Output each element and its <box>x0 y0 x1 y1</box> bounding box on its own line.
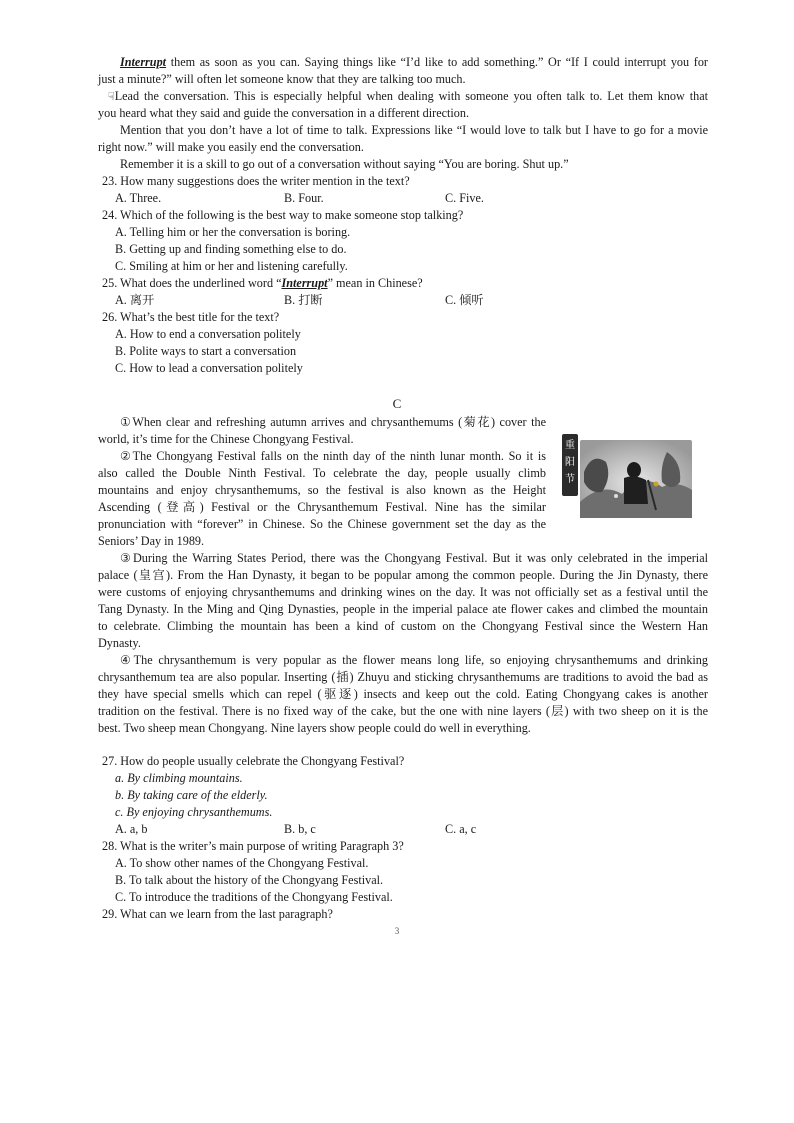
option-c: C. Smiling at him or her and listening carefully. <box>115 259 348 273</box>
passage-b-line: right now.” will make you easily end the conversation. <box>98 140 364 154</box>
option-c: C. 倾听 <box>445 293 484 307</box>
passage-b-line: Interrupt them as soon as you can. Saying things like “I’d like to add something.” Or “If I could interrupt you for <box>120 55 708 69</box>
passage-c-line: also called the Double Ninth Festival. To celebrate the day, people usually climb <box>98 466 546 480</box>
option-c: C. Five. <box>445 191 484 205</box>
option-b: B. Polite ways to start a conversation <box>115 344 297 358</box>
passage-c-line: to celebrate. Climbing the mountain has been a kind of custom on the Chongyang Festival since the Western Han <box>98 619 708 633</box>
option-b: B. Four. <box>284 191 324 205</box>
passage-c-line: ①When clear and refreshing autumn arrives and chrysanthemums (菊花) cover the <box>120 415 546 429</box>
passage-b-line: Mention that you don’t have a lot of time to talk. Expressions like “I would love to talk but I have to go for a movie <box>120 123 708 137</box>
passage-b-line: you heard what they said and guide the conversation in a different direction. <box>98 106 470 120</box>
passage-c-line: chrysanthemum tea are also popular. Inserting (插) Zhuyu and sticking chrysanthemums are traditions to avoid the bad as <box>98 670 708 684</box>
question-stem: 28. What is the writer’s main purpose of writing Paragraph 3? <box>102 839 404 853</box>
underlined-word-interrupt: Interrupt <box>120 55 167 69</box>
chongyang-illustration <box>562 432 692 520</box>
passage-c-line: Seniors’ Day in 1989. <box>98 534 205 548</box>
passage-c-line: world, it’s time for the Chinese Chongyang Festival. <box>98 432 354 446</box>
option-c: C. To introduce the traditions of the Chongyang Festival. <box>115 890 393 904</box>
passage-c-line: ③During the Warring States Period, there was the Chongyang Festival. But it was only celebrated in the imperial <box>120 551 708 565</box>
hand-pointer-icon: ☟ <box>108 91 115 103</box>
passage-c-line: Dynasty. <box>98 636 141 650</box>
passage-c-line: ④The chrysanthemum is very popular as the flower means long life, so enjoying chrysanthemums and drinking <box>120 653 708 667</box>
passage-b-line: just a minute?” will often let someone know that they are talking too much. <box>98 72 466 86</box>
statement-item: b. By taking care of the elderly. <box>115 788 268 802</box>
question-stem: 23. How many suggestions does the writer mention in the text? <box>102 174 410 188</box>
section-heading: C <box>392 396 402 411</box>
passage-c-line: Ascending (登高) Festival or the Chrysanthemum Festival. Nine has the similar <box>98 500 546 514</box>
option-a: A. How to end a conversation politely <box>115 327 301 341</box>
option-a: A. a, b <box>115 822 148 836</box>
passage-c-line: pronunciation with “forever” in Chinese. So the Chinese government set the day as the <box>98 517 546 531</box>
question-stem: 25. What does the underlined word “Interrupt” mean in Chinese? <box>102 276 423 290</box>
statement-item: a. By climbing mountains. <box>115 771 243 785</box>
option-b: B. Getting up and finding something else to do. <box>115 242 347 256</box>
option-b: B. b, c <box>284 822 316 836</box>
passage-c-line: were customs of enjoying chrysanthemums and drinking wines on the day. It was not officially set as a festival until the <box>98 585 708 599</box>
option-a: A. To show other names of the Chongyang Festival. <box>115 856 369 870</box>
illustration-caption: 重阳节 <box>565 440 575 485</box>
question-stem: 26. What’s the best title for the text? <box>102 310 280 324</box>
option-b: B. 打断 <box>284 293 323 307</box>
option-c: C. a, c <box>445 822 477 836</box>
question-stem: 29. What can we learn from the last paragraph? <box>102 907 333 921</box>
statement-item: c. By enjoying chrysanthemums. <box>115 805 273 819</box>
passage-c-line: mountains and enjoy chrysanthemums, so the festival is also known as the Height <box>98 483 546 497</box>
page-number: 3 <box>394 926 400 936</box>
option-a: A. Three. <box>115 191 162 205</box>
question-stem: 24. Which of the following is the best way to make someone stop talking? <box>102 208 464 222</box>
passage-b-line: Remember it is a skill to go out of a conversation without saying “You are boring. Shut up.” <box>120 157 569 171</box>
passage-c-line: tradition on the festival. There is no fixed way of the cake, but the one with nine layers (层) with two sheep on it is the <box>98 704 708 718</box>
passage-c-line: best. Two sheep mean Chongyang. Nine layers show people could do well in everything. <box>98 721 531 735</box>
question-stem: 27. How do people usually celebrate the Chongyang Festival? <box>102 754 405 768</box>
option-b: B. To talk about the history of the Chongyang Festival. <box>115 873 384 887</box>
passage-c-line: palace (皇宫). From the Han Dynasty, it began to be popular among the common people. During the Jin Dynasty, there <box>98 568 708 582</box>
passage-c-line: Tang Dynasty. In the Ming and Qing Dynasties, people in the imperial palace ate flower cakes and climbed the mountain <box>98 602 708 616</box>
passage-b-line: ☟Lead the conversation. This is especially helpful when dealing with someone you often talk to. Let them know that <box>108 89 708 103</box>
option-a: A. Telling him or her the conversation is boring. <box>115 225 351 239</box>
passage-c-line: ②The Chongyang Festival falls on the ninth day of the ninth lunar month. So it is <box>120 449 546 463</box>
passage-c-line: they have special smells which can repel (驱逐) insects and keep out the cold. Eating Chongyang cakes is another <box>98 687 708 701</box>
option-c: C. How to lead a conversation politely <box>115 361 303 375</box>
option-a: A. 离开 <box>115 293 155 307</box>
